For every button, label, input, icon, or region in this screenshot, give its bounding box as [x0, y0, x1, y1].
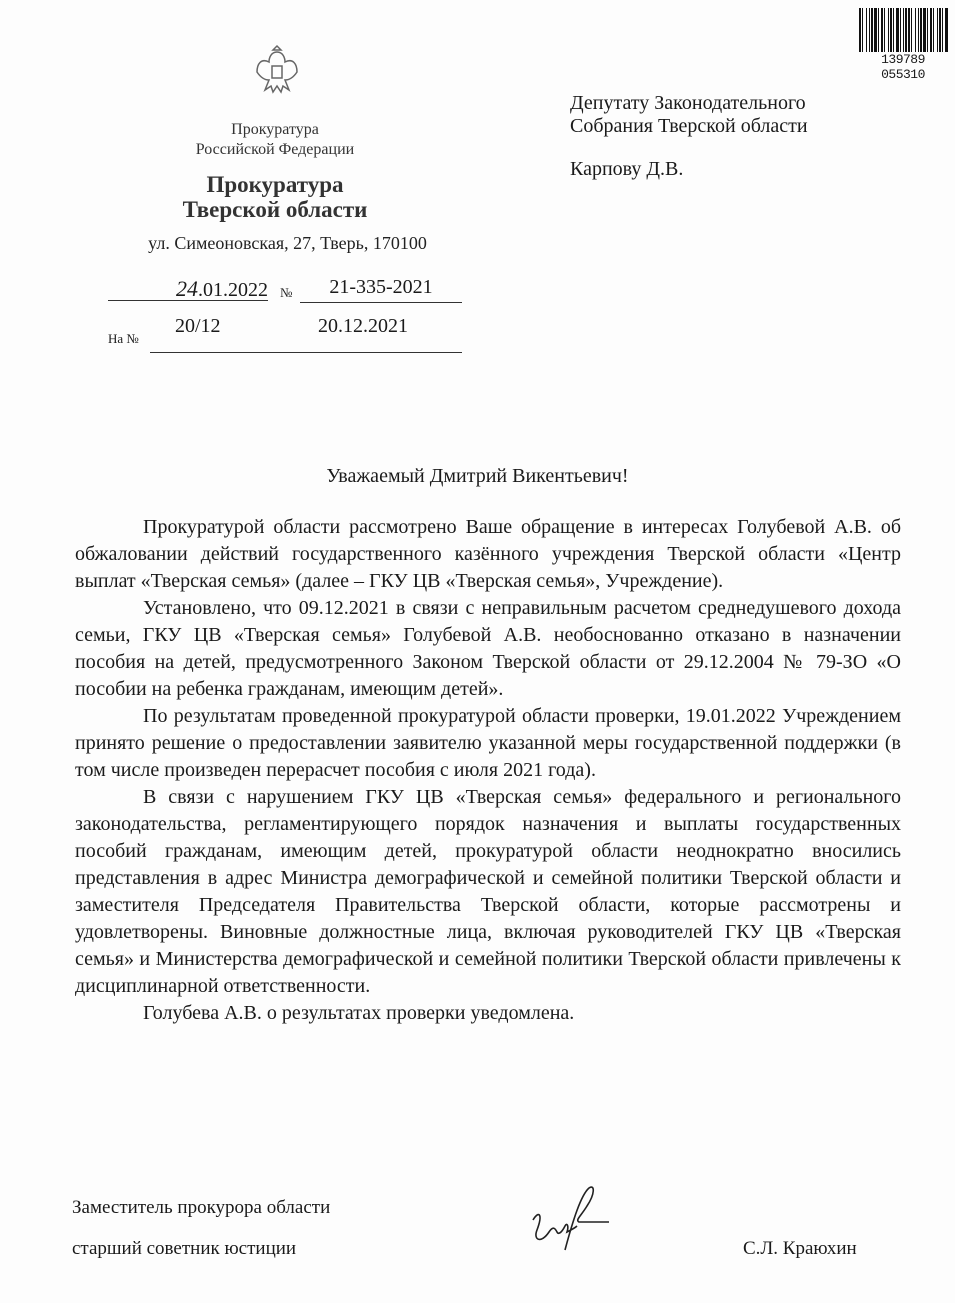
org-line2: Российской Федерации — [195, 141, 355, 158]
org-address: ул. Симеоновская, 27, Тверь, 170100 — [148, 233, 427, 253]
signer-rank: старший советник юстиции — [72, 1238, 297, 1259]
reply-to-label: На № — [108, 331, 139, 346]
signer-name: С.Л. Краюхин — [743, 1238, 857, 1259]
paragraph: По результатам проведенной прокуратурой области проверки, 19.01.2022 Учреждением принято решение о предоставлении заявителю указанной меры государственной поддержки (в том числе произведен перерасчет пособия с июля 2021 года). — [75, 705, 901, 781]
addressee — [570, 92, 808, 138]
number-sign: № — [280, 285, 293, 300]
date-month-year: .01.2022 — [198, 279, 268, 301]
reply-number: 20/12 — [175, 315, 221, 337]
coat-of-arms-emblem — [255, 40, 299, 100]
addressee-line2: Собрания Тверской области — [570, 115, 808, 137]
greeting: Уважаемый Дмитрий Викентьевич! — [326, 465, 629, 487]
paragraph: Голубева А.В. о результатах проверки уведомлена. — [143, 1002, 575, 1024]
org-title-line2: Тверской области — [182, 197, 368, 222]
paragraph: В связи с нарушением ГКУ ЦВ «Тверская семья» федерального и регионального законодательства, регламентирующего порядок назначения и выплаты государственных пособий гражданам, имеющим детей, прокуратурой области неоднократно вносились представления в адрес Министра демографической и семейной политики Тверской области и заместителя Председателя Правительства Тверской области, которые рассмотрены и удовлетворены. Виновные должностные лица, включая руководителей ГКУ ЦВ «Тверская семья» и Министерства демографической и семейной политики Тверской области привлечены к дисциплинарной ответственности. — [75, 786, 901, 997]
org-line1: Прокуратура — [231, 121, 319, 138]
paragraph: Установлено, что 09.12.2021 в связи с неправильным расчетом среднедушевого дохода семьи, ГКУ ЦВ «Тверская семья» Голубевой А.В. необоснованно отказано в назначении пособия на детей, предусмотренного Законом Тверской области от 29.12.2004 № 79-ЗО «О пособии на ребенка гражданам, имеющим детей». — [75, 597, 901, 700]
signer-position: Заместитель прокурора области — [72, 1197, 331, 1218]
addressee-name: Карпову Д.В. — [570, 158, 684, 180]
org-title-line1: Прокуратура — [206, 172, 344, 197]
handwritten-signature — [525, 1180, 635, 1260]
registration-number: 21-335-2021 — [300, 276, 462, 303]
outgoing-date — [108, 276, 268, 301]
paragraph: Прокуратурой области рассмотрено Ваше обращение в интересах Голубевой А.В. об обжаловании действий государственного казённого учреждения Тверской области «Центр выплат «Тверская семья» (далее – ГКУ ЦВ «Тверская семья», Учреждение). — [75, 516, 901, 592]
reply-to-field — [150, 312, 462, 353]
addressee-line1: Депутату Законодательного — [570, 92, 806, 114]
barcode-number: 139789 055310 — [858, 52, 948, 82]
letter-body — [75, 514, 901, 1027]
date-day-handwritten: 24 — [176, 276, 198, 301]
reply-date: 20.12.2021 — [318, 315, 408, 337]
org-parent-name — [150, 120, 400, 160]
org-title — [150, 172, 400, 222]
